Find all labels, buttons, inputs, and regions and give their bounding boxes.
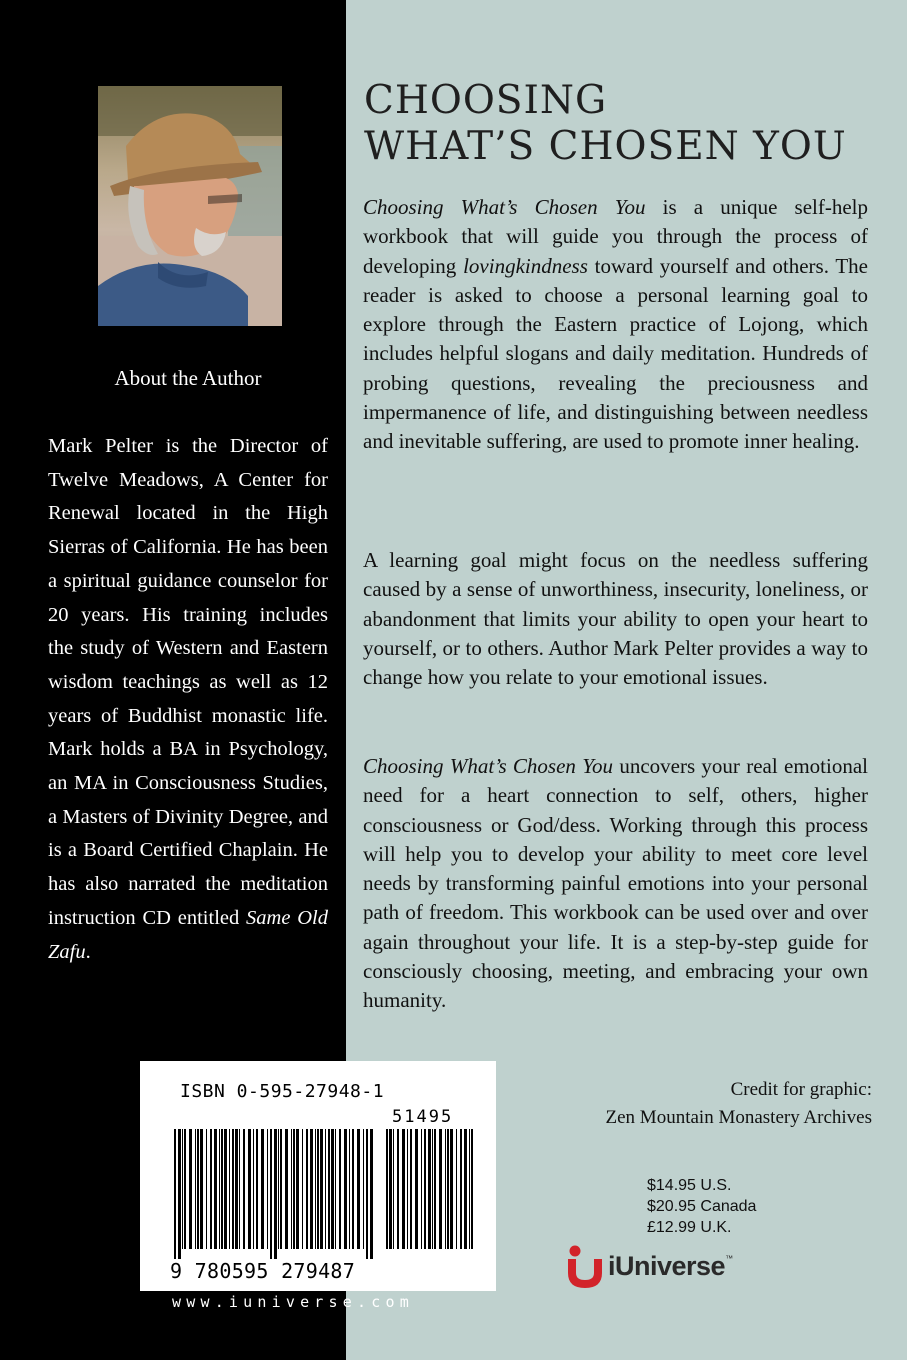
barcode-bar xyxy=(464,1129,467,1249)
publisher-name: iUniverse xyxy=(608,1250,726,1281)
barcode-bar xyxy=(224,1129,227,1249)
barcode-bar xyxy=(195,1129,196,1249)
barcode-bar xyxy=(232,1129,234,1249)
barcode-bar xyxy=(328,1129,330,1249)
title-line-2: WHAT’S CHOSEN YOU xyxy=(364,124,847,169)
barcode-bar xyxy=(189,1129,192,1249)
barcode-bar xyxy=(210,1129,212,1249)
barcode-bar xyxy=(267,1129,268,1249)
barcode-bar xyxy=(214,1129,217,1249)
barcode-bar xyxy=(386,1129,388,1249)
barcode-bar xyxy=(200,1129,203,1249)
barcode-bar xyxy=(456,1129,457,1249)
barcode-bar xyxy=(178,1129,181,1259)
barcode-bar xyxy=(221,1129,223,1249)
barcode-bar xyxy=(410,1129,412,1249)
credit-source: Zen Mountain Monastery Archives xyxy=(605,1107,872,1128)
barcode-bar xyxy=(174,1129,176,1259)
barcode-bar xyxy=(393,1129,394,1249)
barcode-bar xyxy=(270,1129,272,1259)
author-photo xyxy=(98,86,282,326)
barcode-bar xyxy=(366,1129,368,1259)
barcode-bar xyxy=(285,1129,288,1249)
barcode-bar xyxy=(471,1129,473,1249)
barcode-bar xyxy=(339,1129,341,1249)
barcode-bar xyxy=(421,1129,422,1249)
barcode-bar xyxy=(352,1129,354,1249)
paragraph-text: uncovers your real emotional need for a heart connection to self, others, higher consciousness or God/dess. Working through this process will help you to develop your ability to meet core level needs by transforming painful emotions into your personal path of freedom. This workbook can be used over and over again throughout your life. It is a step-by-step guide for consciously choosing, meeting, and embracing your own humanity. xyxy=(363,754,868,1013)
description-paragraph-1 xyxy=(363,193,868,457)
barcode-bar xyxy=(315,1129,316,1249)
book-title-inline: Choosing What’s Chosen You xyxy=(363,195,646,219)
website-url: www.iuniverse.com xyxy=(172,1293,414,1311)
emphasis-lovingkindness: lovingkindness xyxy=(463,253,588,278)
barcode-bar xyxy=(397,1129,399,1249)
barcode-bar xyxy=(229,1129,230,1249)
barcode-bar xyxy=(278,1129,279,1249)
barcode-bar xyxy=(293,1129,295,1249)
price-us: $14.95 U.S. xyxy=(647,1177,732,1194)
trademark-symbol: ™ xyxy=(725,1254,734,1263)
paragraph-text: is a unique self-help workbook that will guide you through the process of developing xyxy=(363,195,868,278)
barcode-bar xyxy=(325,1129,326,1249)
barcode-bar xyxy=(447,1129,449,1249)
barcode-bar xyxy=(349,1129,350,1249)
credit-label: Credit for graphic: xyxy=(730,1079,872,1100)
barcode-bar xyxy=(261,1129,264,1249)
barcode-bar xyxy=(291,1129,292,1249)
barcode-bar xyxy=(460,1129,462,1249)
book-title xyxy=(364,78,884,170)
barcode-bar xyxy=(344,1129,347,1249)
barcode-bar xyxy=(248,1129,251,1249)
barcode-bar xyxy=(445,1129,446,1249)
barcode-bar xyxy=(235,1129,238,1249)
price-list xyxy=(647,1175,756,1238)
barcode-bar xyxy=(310,1129,313,1249)
barcode-bar xyxy=(335,1129,336,1249)
barcode-bar xyxy=(428,1129,431,1249)
barcode-bar xyxy=(206,1129,207,1249)
barcode-bar xyxy=(317,1129,319,1249)
barcode-bar xyxy=(239,1129,240,1249)
barcode-bar xyxy=(296,1129,299,1249)
graphic-credit xyxy=(560,1076,872,1132)
price-uk: £12.99 U.K. xyxy=(647,1219,732,1236)
barcode-bar xyxy=(469,1129,470,1249)
bio-text: Mark Pelter is the Director of Twelve Meadows, A Center for Renewal located in the High Sierras of California. He has been a spiritual guidance counselor for 20 years. His training includes the study of Western and Eastern wisdom teachings as well as 12 years of Buddhist monastic life. Mark holds a BA in Psychology, an MA in Consciousness Studies, a Masters of Divinity Degree, and is a Board Certified Chaplain. He has also narrated the meditation instruction CD entitled xyxy=(48,435,328,929)
isbn-number: ISBN 0-595-27948-1 xyxy=(180,1081,385,1102)
barcode-bar xyxy=(363,1129,364,1249)
barcode-bar xyxy=(274,1129,277,1259)
barcode-bar xyxy=(415,1129,418,1249)
barcode-bar xyxy=(243,1129,245,1249)
barcode-bar xyxy=(280,1129,282,1249)
barcode-bar xyxy=(256,1129,258,1249)
barcode-bar xyxy=(302,1129,303,1249)
barcode-bar xyxy=(184,1129,186,1249)
barcode-bar xyxy=(357,1129,360,1249)
barcode-bar xyxy=(320,1129,323,1249)
barcode-box xyxy=(140,1061,496,1291)
iuniverse-logo xyxy=(565,1242,733,1290)
cd-title: Same Old Zafu xyxy=(48,906,328,963)
barcode-bar xyxy=(432,1129,433,1249)
bio-end: . xyxy=(85,940,91,963)
barcode-bar xyxy=(434,1129,436,1249)
price-code: 51495 xyxy=(392,1107,454,1127)
barcode-bar xyxy=(197,1129,199,1249)
book-title-inline: Choosing What’s Chosen You xyxy=(363,754,613,778)
addon-barcode xyxy=(386,1129,474,1259)
barcode-bar xyxy=(439,1129,442,1249)
barcode-bar xyxy=(182,1129,183,1249)
author-bio xyxy=(48,430,328,969)
barcode-bar xyxy=(370,1129,373,1259)
barcode-bar xyxy=(407,1129,408,1249)
about-author-heading: About the Author xyxy=(114,366,262,390)
iuniverse-logo-icon xyxy=(565,1243,605,1289)
ean-barcode xyxy=(174,1129,374,1259)
barcode-bar xyxy=(306,1129,308,1249)
barcode-bar xyxy=(331,1129,334,1249)
barcode-bar xyxy=(402,1129,405,1249)
ean-digits: 9 780595 279487 xyxy=(170,1259,356,1283)
title-line-1: CHOOSING xyxy=(364,78,608,123)
price-canada: $20.95 Canada xyxy=(647,1198,757,1215)
barcode-bar xyxy=(424,1129,426,1249)
barcode-bar xyxy=(450,1129,453,1249)
barcode-bar xyxy=(219,1129,220,1249)
barcode-bar xyxy=(389,1129,392,1249)
description-paragraph-2: A learning goal might focus on the needless suffering caused by a sense of unworthiness, insecurity, loneliness, or abandonment that limits your ability to open your heart to yourself, or to others. Author Mark Pelter provides a way to change how you relate to your emotional issues. xyxy=(363,548,868,690)
description-paragraph-3 xyxy=(363,752,868,1016)
paragraph-text: toward yourself and others. The reader is asked to choose a personal learning goal to explore through the Eastern practice of Lojong, which includes helpful slogans and daily meditation. Hundreds of probing questions, revealing the preciousness and impermanence of life, and distinguishing between needless and inevitable suffering, are used to promote inner healing. xyxy=(363,253,868,454)
barcode-bar xyxy=(253,1129,254,1249)
